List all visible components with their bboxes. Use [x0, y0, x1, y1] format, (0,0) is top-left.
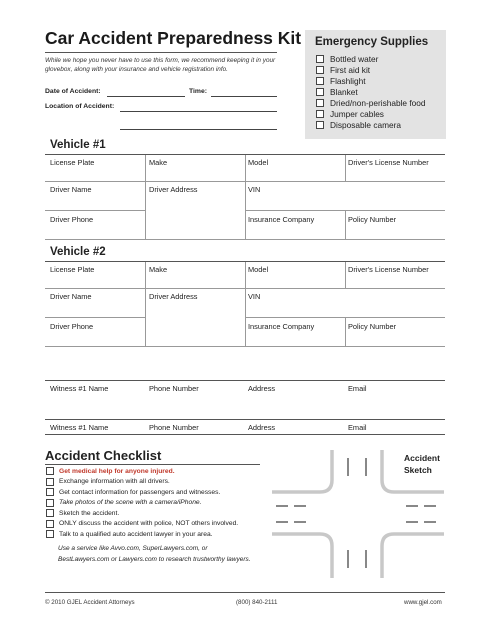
checkbox[interactable]: [46, 509, 54, 517]
col-divider: [145, 262, 146, 346]
road-edge: [272, 450, 332, 492]
checkbox[interactable]: [316, 55, 324, 63]
checkbox[interactable]: [316, 99, 324, 107]
footer-website[interactable]: www.gjel.com: [404, 599, 442, 606]
supply-item[interactable]: Jumper cables: [316, 108, 425, 119]
model-cell[interactable]: Model: [248, 158, 269, 167]
lawyer-research-note: Use a service like Avvo.com, SuperLawyers.com, or BestLawyers.com or Lawyers.com to research trustworthy lawyers.: [58, 545, 251, 563]
road-edge: [382, 534, 444, 578]
col-divider: [245, 155, 246, 239]
date-label: Date of Accident:: [45, 88, 101, 95]
drivers-license-cell[interactable]: Driver's License Number: [348, 265, 429, 274]
witness-row-divider: [45, 434, 445, 435]
checklist: [46, 466, 238, 540]
intro-text: While we hope you never have to use this form, we recommend keeping it in your glovebox, along with your insurance and vehicle registration info.: [45, 57, 276, 73]
witness-name-cell[interactable]: Witness #1 Name: [50, 423, 109, 432]
checklist-title: Accident Checklist: [45, 448, 162, 463]
license-plate-cell[interactable]: License Plate: [50, 265, 95, 274]
title-divider: [45, 52, 277, 53]
make-cell[interactable]: Make: [149, 265, 168, 274]
vin-cell[interactable]: VIN: [248, 292, 261, 301]
checklist-item[interactable]: Take photos of the scene with a camera/iPhone.: [46, 498, 238, 509]
emergency-supplies-title: Emergency Supplies: [315, 36, 429, 48]
checklist-item[interactable]: Sketch the accident.: [46, 508, 238, 519]
checklist-item[interactable]: Exchange information with all drivers.: [46, 477, 238, 488]
location-field-line-1[interactable]: [120, 111, 277, 112]
checkbox[interactable]: [46, 478, 54, 486]
driver-address-cell[interactable]: Driver Address: [149, 185, 198, 194]
checkbox[interactable]: [46, 530, 54, 538]
driver-name-cell[interactable]: Driver Name: [50, 185, 92, 194]
location-label: Location of Accident:: [45, 103, 115, 110]
supply-item[interactable]: First aid kit: [316, 64, 425, 75]
location-field-line-2[interactable]: [120, 129, 277, 130]
witness-phone-cell[interactable]: Phone Number: [149, 423, 199, 432]
driver-phone-cell[interactable]: Driver Phone: [50, 215, 94, 224]
col-divider: [345, 317, 346, 346]
checklist-item[interactable]: ONLY discuss the accident with police, NOT others involved.: [46, 519, 238, 530]
page-title: Car Accident Preparedness Kit: [45, 28, 302, 48]
time-field[interactable]: [211, 96, 277, 97]
checkbox[interactable]: [316, 88, 324, 96]
vin-cell[interactable]: VIN: [248, 185, 261, 194]
supply-item[interactable]: Dried/non-perishable food: [316, 97, 425, 108]
vehicle2-title: Vehicle #2: [50, 246, 106, 258]
drivers-license-cell[interactable]: Driver's License Number: [348, 158, 429, 167]
accident-sketch-label: Accident Sketch: [404, 453, 440, 475]
supply-item[interactable]: Disposable camera: [316, 119, 425, 130]
insurance-company-cell[interactable]: Insurance Company: [248, 322, 315, 331]
checkbox[interactable]: [316, 121, 324, 129]
date-field[interactable]: [107, 96, 185, 97]
checklist-item[interactable]: Get contact information for passengers and witnesses.: [46, 487, 238, 498]
witness-row-divider: [45, 419, 445, 420]
col-divider: [345, 262, 346, 288]
checkbox[interactable]: [46, 467, 54, 475]
make-cell[interactable]: Make: [149, 158, 168, 167]
col-divider: [345, 155, 346, 181]
footer-phone: (800) 840-2111: [236, 599, 278, 606]
license-plate-cell[interactable]: License Plate: [50, 158, 95, 167]
col-divider: [145, 155, 146, 239]
policy-number-cell[interactable]: Policy Number: [348, 322, 397, 331]
checkbox[interactable]: [316, 77, 324, 85]
row-divider: [45, 210, 145, 211]
driver-phone-cell[interactable]: Driver Phone: [50, 322, 94, 331]
checkbox[interactable]: [46, 520, 54, 528]
driver-name-cell[interactable]: Driver Name: [50, 292, 92, 301]
supply-item[interactable]: Flashlight: [316, 75, 425, 86]
supply-item[interactable]: Blanket: [316, 86, 425, 97]
policy-number-cell[interactable]: Policy Number: [348, 215, 397, 224]
driver-address-cell[interactable]: Driver Address: [149, 292, 198, 301]
footer-copyright: © 2010 GJEL Accident Attorneys: [45, 599, 135, 606]
col-divider: [345, 210, 346, 239]
witness-phone-cell[interactable]: Phone Number: [149, 384, 199, 393]
witness-name-cell[interactable]: Witness #1 Name: [50, 384, 109, 393]
supply-item[interactable]: Bottled water: [316, 53, 425, 64]
witness-row-divider: [45, 380, 445, 381]
checkbox[interactable]: [46, 488, 54, 496]
witness-address-cell[interactable]: Address: [248, 423, 276, 432]
checklist-divider: [45, 464, 260, 465]
witness-email-cell[interactable]: Email: [348, 423, 367, 432]
footer-divider: [45, 592, 445, 593]
road-edge: [272, 534, 332, 578]
time-label: Time:: [189, 88, 208, 95]
vehicle1-table: [45, 154, 445, 240]
row-divider: [45, 346, 445, 347]
checklist-item[interactable]: Talk to a qualified auto accident lawyer in your area.: [46, 529, 238, 540]
vehicle1-title: Vehicle #1: [50, 139, 106, 151]
col-divider: [245, 262, 246, 346]
model-cell[interactable]: Model: [248, 265, 269, 274]
insurance-company-cell[interactable]: Insurance Company: [248, 215, 315, 224]
row-divider: [45, 239, 445, 240]
checkbox[interactable]: [46, 499, 54, 507]
checkbox[interactable]: [316, 66, 324, 74]
row-divider: [45, 317, 145, 318]
checklist-item[interactable]: Get medical help for anyone injured.: [46, 466, 238, 477]
witness-email-cell[interactable]: Email: [348, 384, 367, 393]
witness-address-cell[interactable]: Address: [248, 384, 276, 393]
checkbox[interactable]: [316, 110, 324, 118]
emergency-supplies-list: [316, 53, 425, 130]
vehicle2-table: [45, 261, 445, 347]
